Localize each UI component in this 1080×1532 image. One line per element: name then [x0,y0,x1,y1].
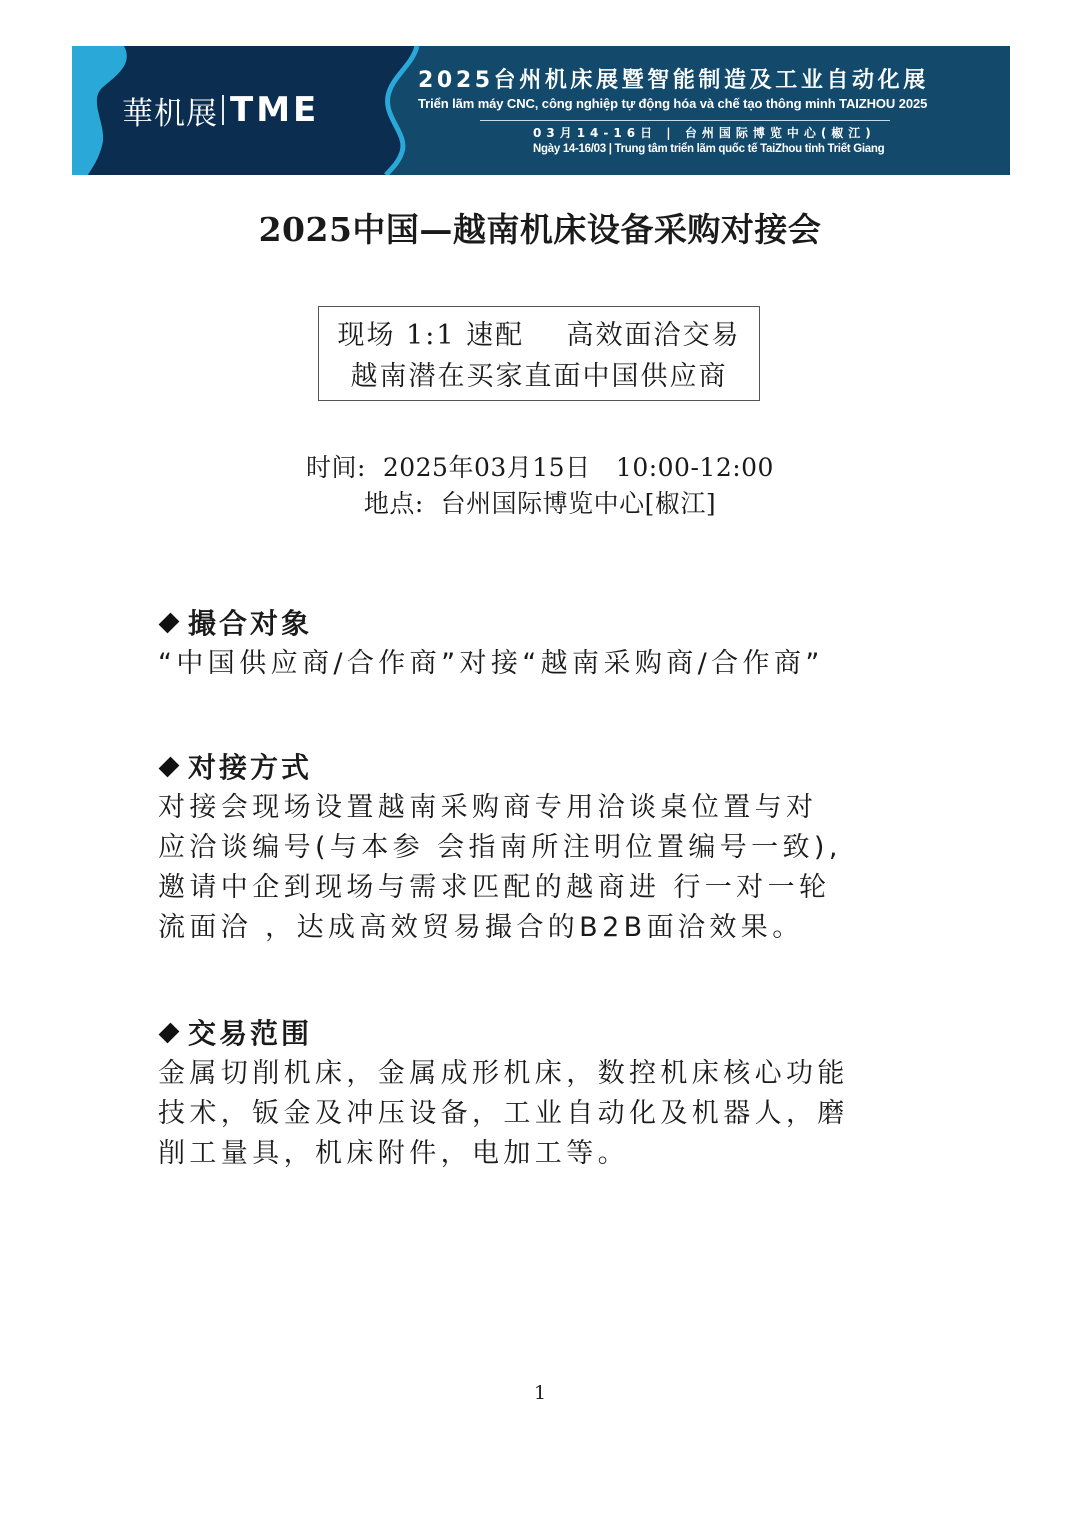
banner-date-vietnamese: Ngày 14-16/03 | Trung tâm triển lãm quốc tế TaiZhou tỉnh Triết Giang [533,143,885,155]
tagline-line-2: 越南潜在买家直面中国供应商 [350,361,728,392]
section-line: 流面洽 ，达成高效贸易撮合的B2B面洽效果。 [158,912,804,943]
section-matching-method [158,748,938,948]
diamond-bullet-icon [158,757,180,779]
section-body [158,644,938,684]
banner-divider [480,120,890,121]
section-line: 金属切削机床，金属成形机床，数控机床核心功能 [158,1058,849,1089]
section-heading [158,604,938,644]
section-body [158,1054,938,1174]
tme-logo [122,90,319,130]
section-line: 削工量具，机床附件，电加工等。 [158,1138,629,1169]
section-heading-text: 对接方式 [188,751,313,784]
section-line: “中国供应商/合作商”对接“越南采购商/合作商” [158,648,824,679]
section-line: 应洽谈编号(与本参 会指南所注明位置编号一致), [158,832,842,863]
event-time: 时间: 2025年03月15日 10:00-12:00 [306,453,774,482]
tagline-box [318,306,760,401]
section-line: 对接会现场设置越南采购商专用洽谈桌位置与对 [158,792,818,823]
section-body [158,788,938,948]
section-line: 技术，钣金及冲压设备，工业自动化及机器人，磨 [158,1098,849,1129]
section-matching-targets [158,604,938,684]
banner-info [418,66,988,157]
section-trade-scope [158,1014,938,1174]
tagline-line-1: 现场 1:1 速配 高效面洽交易 [337,320,741,351]
section-line: 邀请中企到现场与需求匹配的越商进 行一对一轮 [158,872,831,903]
page-number: 1 [533,1382,547,1404]
logo-chinese-text: 華机展 [122,95,218,132]
diamond-bullet-icon [158,613,180,635]
section-heading [158,748,938,788]
banner-title: 2025台州机床展暨智能制造及工业自动化展 [418,68,929,93]
logo-divider [222,95,224,125]
banner-subtitle-vietnamese: Triển lãm máy CNC, công nghiệp tự động hóa và chế tạo thông minh TAIZHOU 2025 [418,96,928,111]
event-info [0,450,1080,522]
banner-date-chinese: 03月14-16日 | 台州国际博览中心(椒江) [533,126,876,140]
section-heading [158,1014,938,1054]
exhibition-banner [72,46,1010,175]
section-heading-text: 交易范围 [188,1017,313,1050]
section-heading-text: 撮合对象 [188,607,313,640]
event-location: 地点: 台州国际博览中心[椒江] [363,489,717,518]
page-title: 2025中国—越南机床设备采购对接会 [258,210,822,249]
logo-english-text: TME [230,90,320,130]
diamond-bullet-icon [158,1023,180,1045]
